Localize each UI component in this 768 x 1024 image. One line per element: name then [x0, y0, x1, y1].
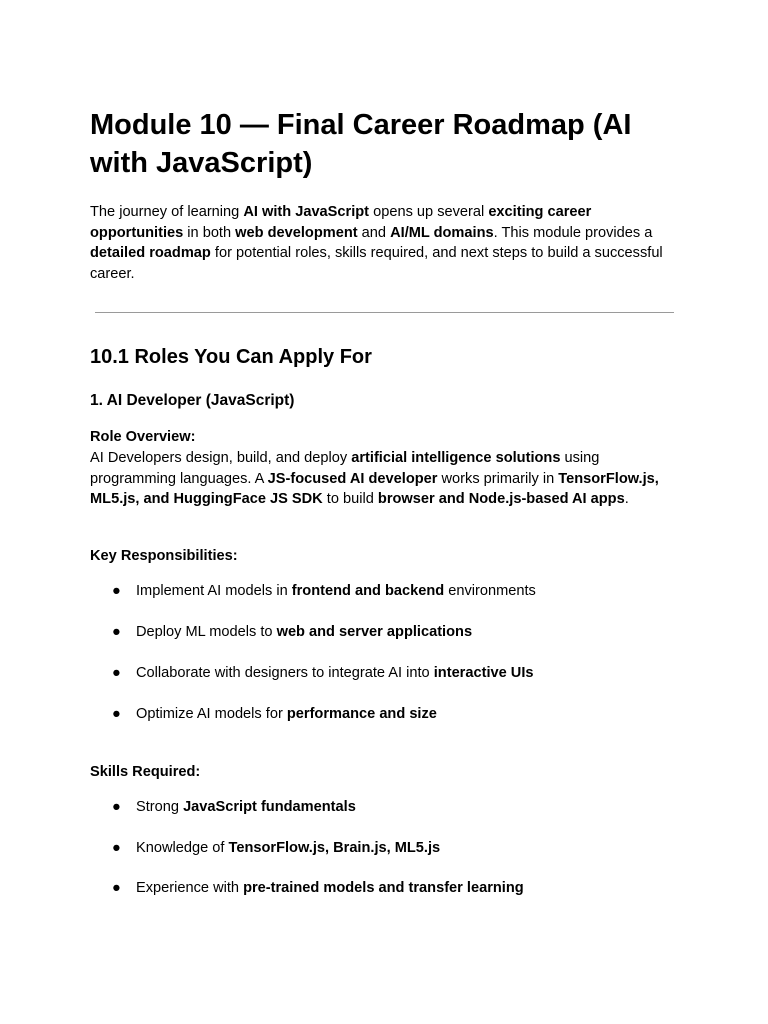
- skills-label: Skills Required:: [90, 764, 201, 780]
- list-item-text: Optimize AI models for performance and size: [136, 706, 437, 722]
- bullet-icon: ●: [112, 583, 121, 599]
- list-item-text: Implement AI models in frontend and backend environments: [136, 583, 536, 599]
- horizontal-divider: [95, 312, 674, 313]
- list-item-text: Deploy ML models to web and server applications: [136, 624, 473, 640]
- page-title: Module 10 — Final Career Roadmap (AI with JavaScript): [90, 109, 632, 179]
- bold-text: web and server applications: [276, 624, 473, 640]
- bold-text: JS-focused AI developer: [267, 470, 438, 487]
- bold-text: exciting career opportunities: [90, 204, 592, 241]
- bold-text: AI/ML domains: [390, 224, 494, 241]
- list-item-text: Experience with pre-trained models and transfer learning: [136, 880, 524, 896]
- role-overview-label: Role Overview:: [90, 429, 196, 445]
- bullet-icon: ●: [112, 624, 121, 640]
- list-item-text: Strong JavaScript fundamentals: [136, 799, 356, 815]
- bold-text: TensorFlow.js, ML5.js, and HuggingFace JS SDK: [90, 470, 659, 508]
- bold-text: interactive UIs: [433, 665, 534, 681]
- responsibilities-label: Key Responsibilities:: [90, 548, 238, 564]
- bold-text: frontend and backend: [291, 583, 445, 599]
- bullet-icon: ●: [112, 840, 121, 856]
- intro-paragraph: The journey of learning AI with JavaScript opens up several exciting career opportunities in both web development and AI/ML domains. This module provides a detailed roadmap for potential roles, skills required, and next steps to build a successful career.: [90, 204, 663, 282]
- role-overview-paragraph: AI Developers design, build, and deploy artificial intelligence solutions using programming languages. A JS-focused AI developer works primarily in TensorFlow.js, ML5.js, and HuggingFace JS SDK to build browser and Node.js-based AI apps.: [90, 450, 659, 508]
- list-item-text: Knowledge of TensorFlow.js, Brain.js, ML5.js: [136, 840, 441, 856]
- bullet-icon: ●: [112, 706, 121, 722]
- bold-text: JavaScript fundamentals: [183, 799, 356, 815]
- bold-text: pre-trained models and transfer learning: [243, 880, 524, 896]
- bold-text: web development: [235, 224, 358, 241]
- section-heading: 10.1 Roles You Can Apply For: [90, 346, 372, 368]
- list-item-text: Collaborate with designers to integrate AI into interactive UIs: [136, 665, 534, 681]
- bullet-icon: ●: [112, 799, 121, 815]
- bold-text: TensorFlow.js, Brain.js, ML5.js: [228, 840, 441, 856]
- bullet-icon: ●: [112, 665, 121, 681]
- bold-text: performance and size: [286, 706, 437, 722]
- bold-text: AI with JavaScript: [243, 204, 370, 220]
- bold-text: detailed roadmap: [90, 245, 211, 262]
- bold-text: artificial intelligence solutions: [351, 450, 561, 466]
- bold-text: browser and Node.js-based AI apps: [377, 491, 625, 508]
- bullet-icon: ●: [112, 880, 121, 896]
- role-heading: 1. AI Developer (JavaScript): [90, 392, 295, 409]
